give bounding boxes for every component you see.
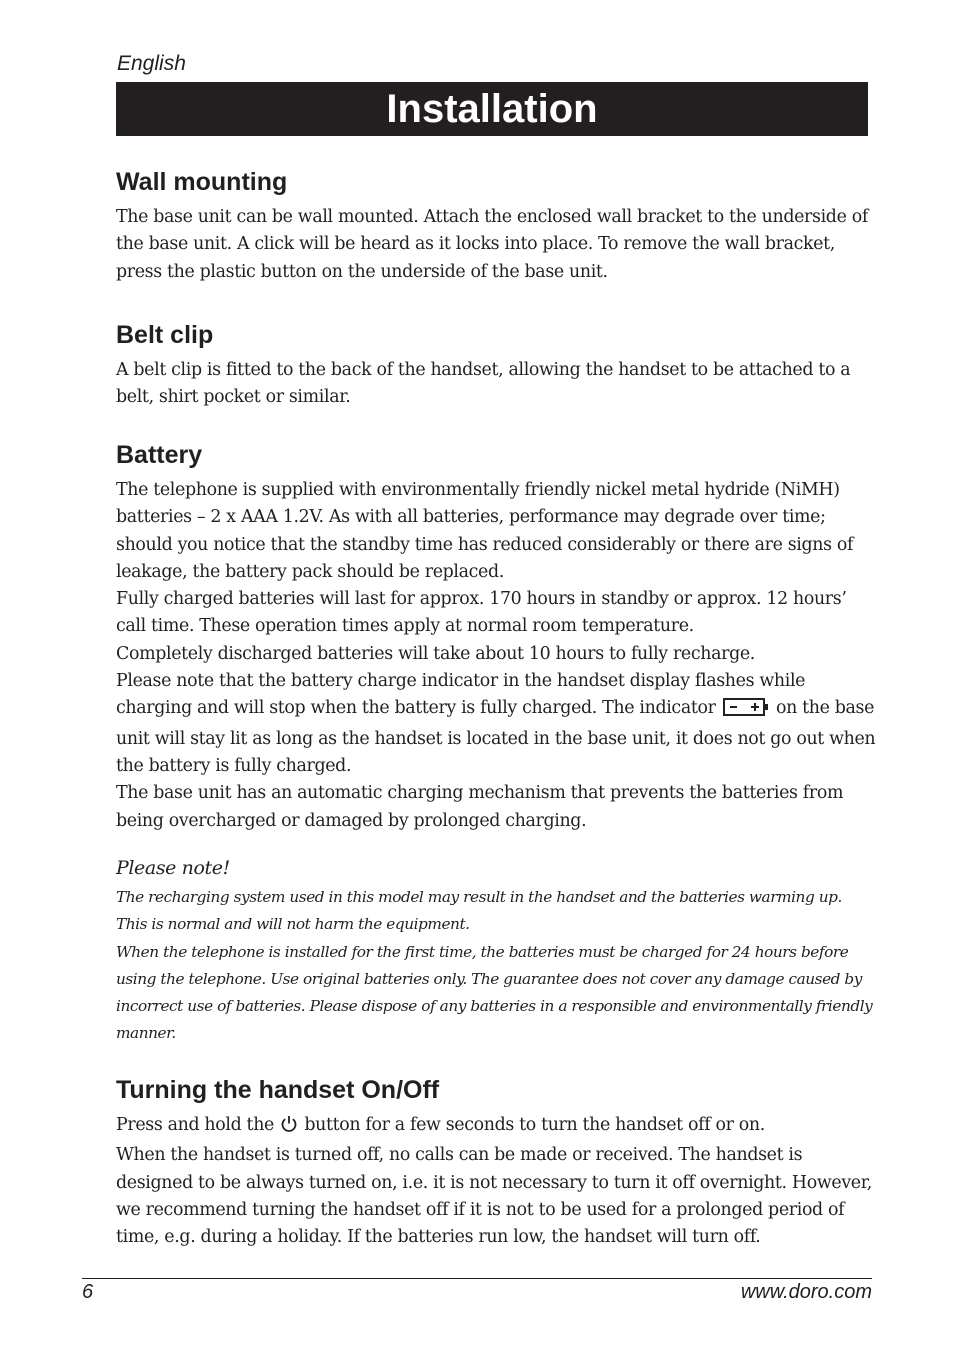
- power-icon: [280, 1115, 298, 1142]
- heading-turning-on-off: Turning the handset On/Off: [116, 1076, 440, 1104]
- heading-wall-mounting: Wall mounting: [116, 168, 288, 196]
- battery-text: [116, 477, 876, 835]
- belt-clip-paragraph: A belt clip is fitted to the back of the handset, allowing the handset to be attached to a belt, shirt pocket or similar.: [116, 360, 851, 408]
- battery-paragraph-4: [116, 668, 876, 780]
- onoff-paragraph-1b: button for a few seconds to turn the handset off or on.: [304, 1115, 765, 1135]
- onoff-paragraph-1: [116, 1112, 876, 1142]
- battery-paragraph-3: Completely discharged batteries will take about 10 hours to fully recharge.: [116, 643, 755, 664]
- onoff-paragraph-2: When the handset is turned off, no calls can be made or received. The handset is designed to be always turned on, i.e. it is not necessary to turn it off overnight. However, we recommend turning the handset off if it is not to be used for a prolonged period of time, e.g. during a holiday. If the batteries run low, the handset will turn off.: [116, 1145, 872, 1248]
- heading-battery: Battery: [116, 441, 203, 469]
- wall-mounting-paragraph: The base unit can be wall mounted. Attach the enclosed wall bracket to the underside of the base unit. A click will be heard as it locks into place. To remove the wall bracket, press the plastic button on the underside of the base unit.: [116, 207, 868, 282]
- note-title: Please note!: [116, 857, 230, 879]
- page-number: 6: [82, 1281, 94, 1303]
- battery-paragraph-5: The base unit has an automatic charging mechanism that prevents the batteries from being overcharged or damaged by prolonged charging.: [116, 783, 844, 831]
- battery-paragraph-2: Fully charged batteries will last for approx. 170 hours in standby or approx. 12 hours’ call time. These operation times apply at normal room temperature.: [116, 589, 847, 637]
- page-title: Installation: [116, 82, 868, 136]
- battery-paragraph-1: The telephone is supplied with environmentally friendly nickel metal hydride (NiMH) batteries – 2 x AAA 1.2V. As with all batteries, performance may degrade over time; should you notice that the standby time has reduced considerably or there are signs of leakage, the battery pack should be replaced.: [116, 480, 854, 582]
- battery-paragraph-4b: on the base unit will stay lit as long as the handset is located in the base unit, it does not go out when the battery is fully charged.: [116, 698, 876, 776]
- footer-url: www.doro.com: [740, 1281, 872, 1303]
- turning-on-off-text: [116, 1112, 876, 1251]
- note-paragraph-2: When the telephone is installed for the first time, the batteries must be charged for 24 hours before using the telephone. Use original batteries only. The guarantee does not cover any damage caused by incorrect use of batteries. Please dispose of any batteries in a responsible and environmentally friendly manner.: [116, 942, 873, 1043]
- footer-divider: [82, 1278, 872, 1279]
- battery-paragraph-4a: Please note that the battery charge indicator in the handset display flashes while charging and will stop when the battery is fully charged. The indicator: [116, 671, 806, 719]
- note-paragraph-1: The recharging system used in this model may result in the handset and the batteries warming up. This is normal and will not harm the equipment.: [116, 888, 842, 934]
- battery-charge-icon: [723, 698, 769, 725]
- heading-belt-clip: Belt clip: [116, 321, 214, 349]
- belt-clip-text: [116, 357, 876, 412]
- onoff-paragraph-1a: Press and hold the: [116, 1115, 274, 1135]
- wall-mounting-text: [116, 204, 876, 286]
- language-label: English: [117, 52, 186, 75]
- note-text: [116, 884, 876, 1048]
